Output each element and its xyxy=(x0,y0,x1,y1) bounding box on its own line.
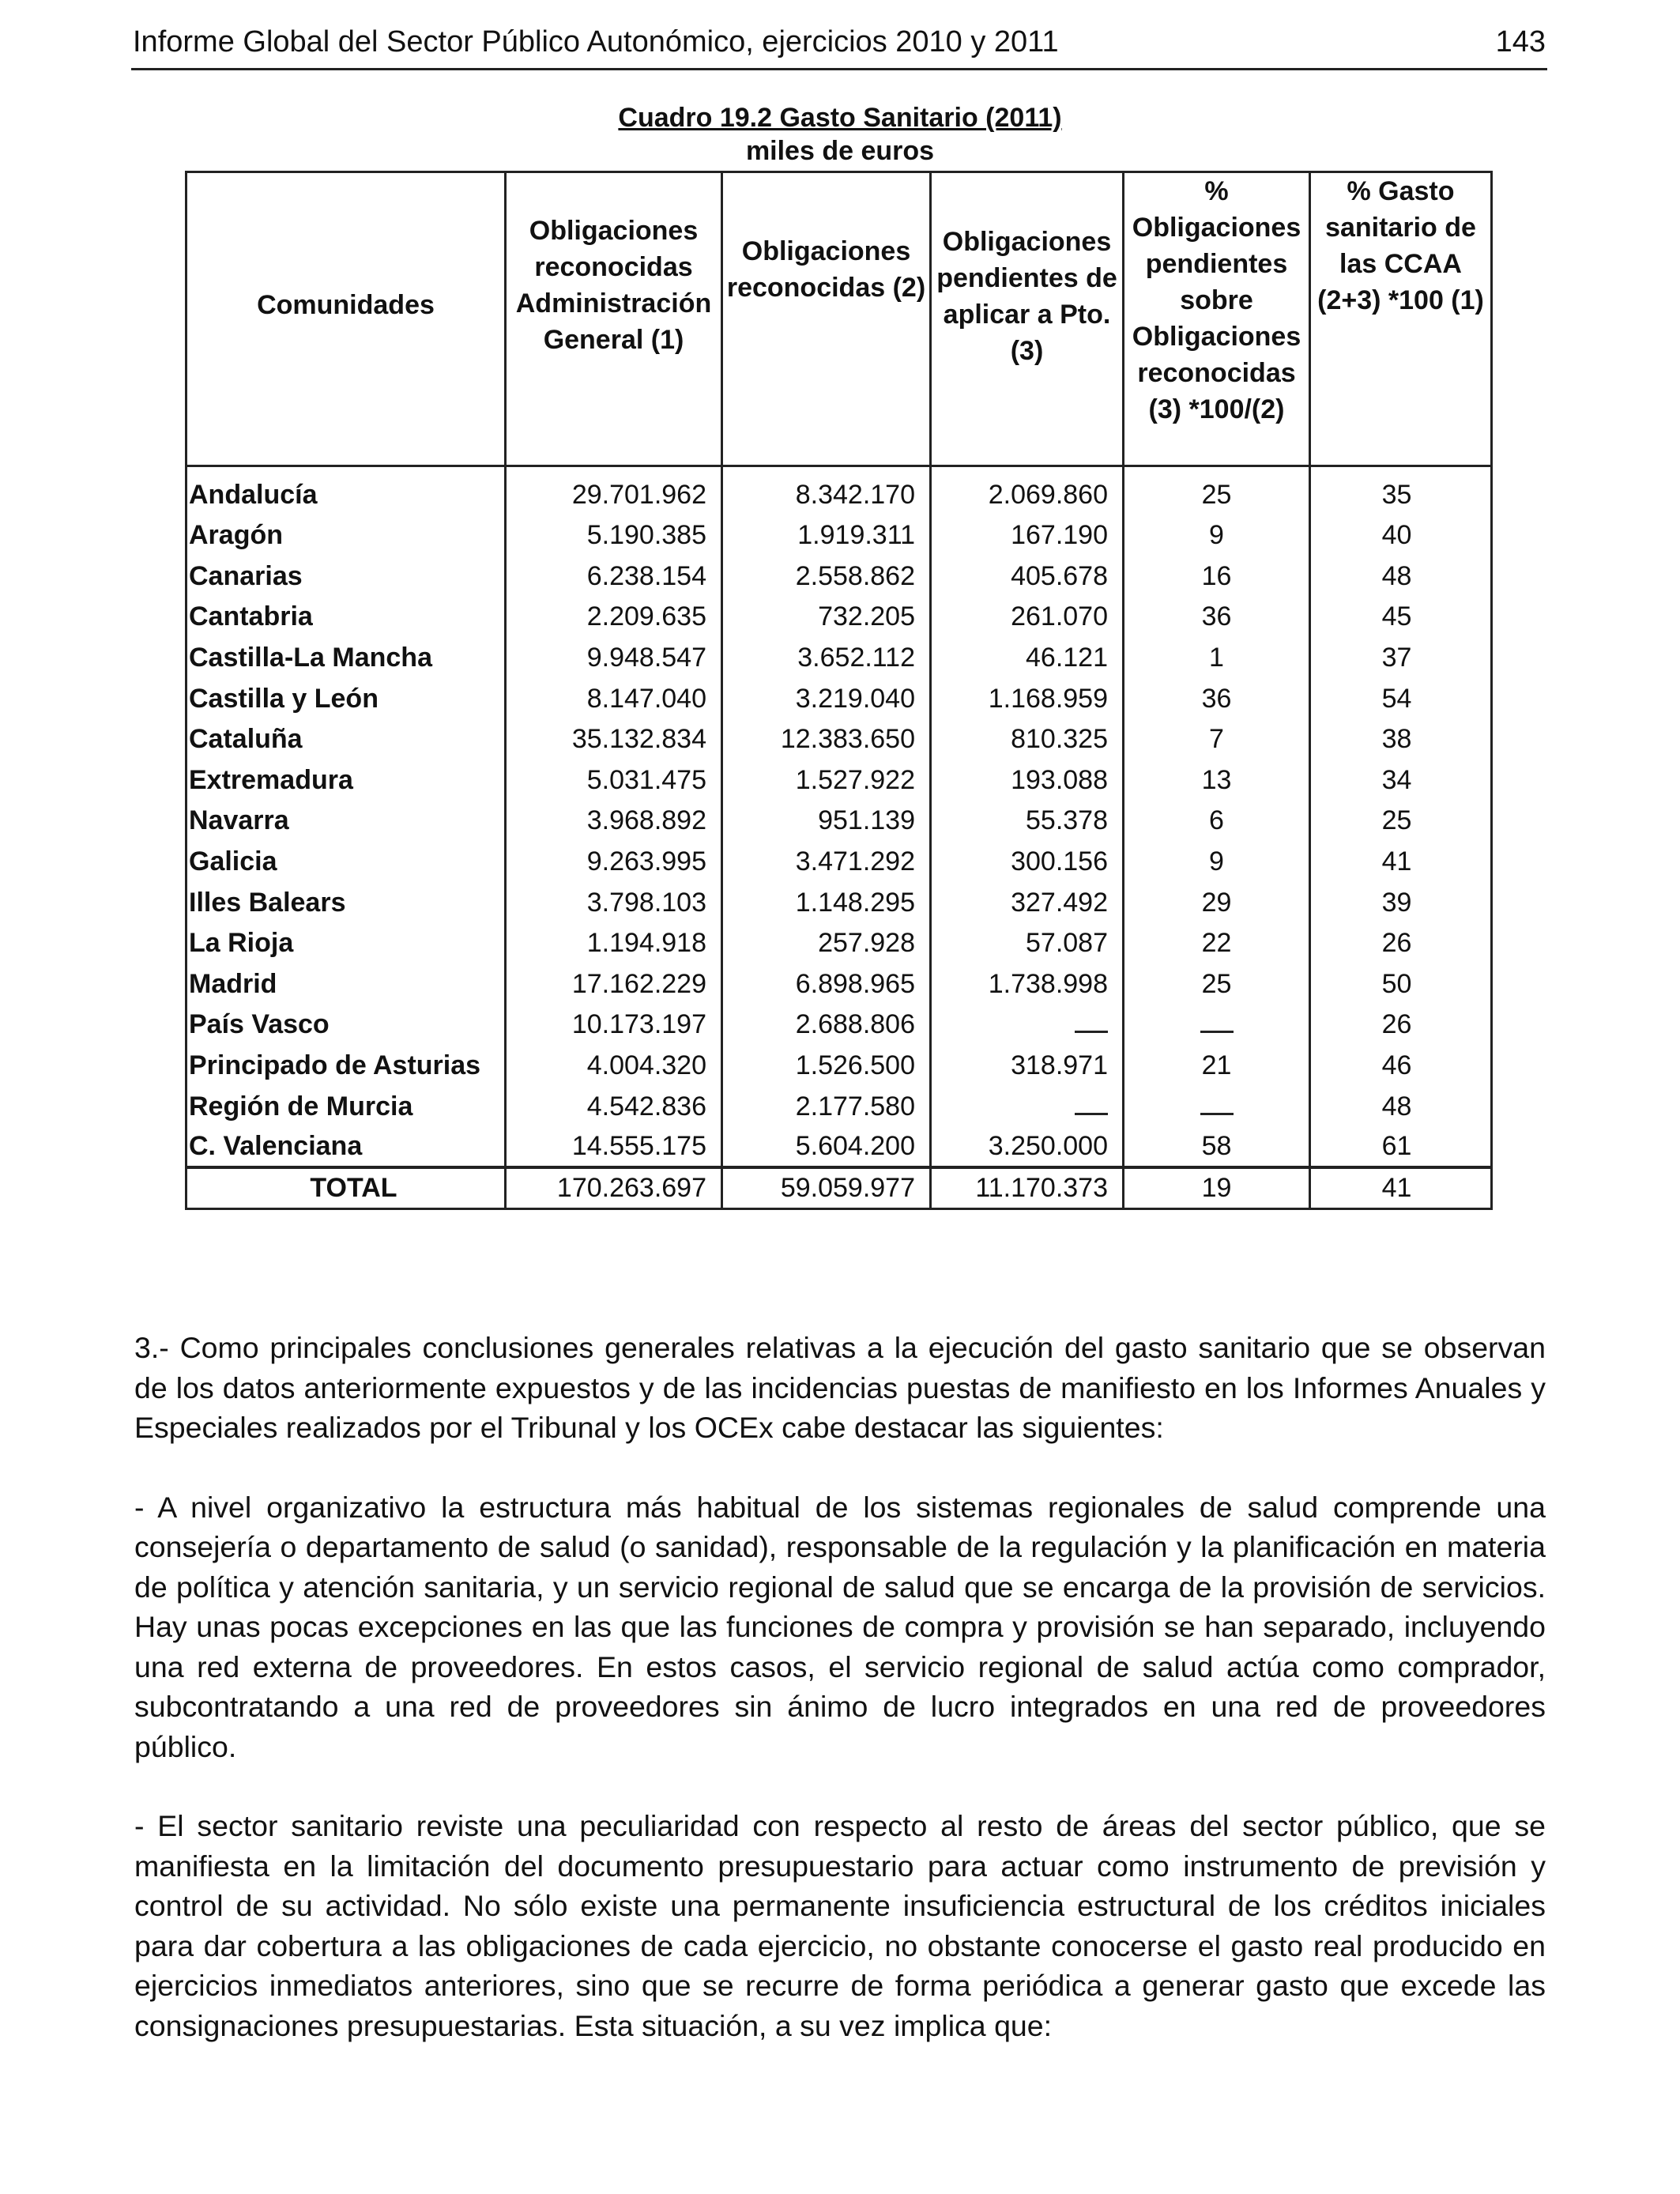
table-cell: 405.678 xyxy=(931,556,1124,597)
table-row xyxy=(186,882,1492,923)
table-cell: Región de Murcia xyxy=(186,1086,506,1127)
table-cell: 9.263.995 xyxy=(506,841,722,882)
table-cell: 17.162.229 xyxy=(506,963,722,1005)
table-caption xyxy=(0,103,1680,134)
table-cell: 1 xyxy=(1124,637,1310,678)
table-cell: Castilla y León xyxy=(186,678,506,719)
table-cell: 2.209.635 xyxy=(506,597,722,638)
table-cell: 46 xyxy=(1310,1045,1492,1086)
page-number: 143 xyxy=(1495,25,1546,58)
table-cell: 9 xyxy=(1124,841,1310,882)
table-cell xyxy=(931,1005,1124,1046)
table-row xyxy=(186,556,1492,597)
table-row xyxy=(186,466,1492,515)
health-spending-table xyxy=(185,171,1493,1210)
table-cell: 951.139 xyxy=(722,801,931,842)
table-row xyxy=(186,678,1492,719)
paragraph: 3.- Como principales conclusiones generales relativas a la ejecución del gasto sanitario que se observan de los datos anteriormente expuestos y de las incidencias puestas de manifiesto en los Informes Anuales y Especiales realizados por el Tribunal y los OCEx cabe destacar las siguientes: xyxy=(134,1331,1546,1444)
table-cell xyxy=(931,1086,1124,1127)
table-cell: 19 xyxy=(1124,1167,1310,1208)
table-row xyxy=(186,760,1492,801)
table-cell: 40 xyxy=(1310,515,1492,556)
table-cell: 2.688.806 xyxy=(722,1005,931,1046)
table-cell xyxy=(1124,1086,1310,1127)
table-cell: 1.194.918 xyxy=(506,922,722,963)
table-cell: 16 xyxy=(1124,556,1310,597)
column-header: Obligaciones reconocidas Administración General (1) xyxy=(506,172,722,466)
table-cell: 810.325 xyxy=(931,718,1124,760)
table-cell: 26 xyxy=(1310,1005,1492,1046)
table-row xyxy=(186,515,1492,556)
table-cell: 55.378 xyxy=(931,801,1124,842)
table-cell: Castilla-La Mancha xyxy=(186,637,506,678)
table-row xyxy=(186,801,1492,842)
empty-dash xyxy=(1200,1013,1234,1033)
table-cell: 2.177.580 xyxy=(722,1086,931,1127)
table-total-row xyxy=(186,1167,1492,1208)
table-cell: TOTAL xyxy=(186,1167,506,1208)
table-cell: 9 xyxy=(1124,515,1310,556)
table-cell: 3.250.000 xyxy=(931,1126,1124,1167)
table-cell: 22 xyxy=(1124,922,1310,963)
table-cell: 5.031.475 xyxy=(506,760,722,801)
table-cell: 3.798.103 xyxy=(506,882,722,923)
table-row xyxy=(186,637,1492,678)
table-cell: 25 xyxy=(1310,801,1492,842)
table-cell: 35.132.834 xyxy=(506,718,722,760)
table-cell: 36 xyxy=(1124,597,1310,638)
table-cell: 170.263.697 xyxy=(506,1167,722,1208)
table-cell: 46.121 xyxy=(931,637,1124,678)
empty-dash xyxy=(1200,1095,1234,1115)
table-cell: 50 xyxy=(1310,963,1492,1005)
table-cell: 3.652.112 xyxy=(722,637,931,678)
table-row xyxy=(186,718,1492,760)
column-header: Obligaciones pendientes de aplicar a Pto. (3) xyxy=(931,172,1124,466)
table-cell: 10.173.197 xyxy=(506,1005,722,1046)
table-cell: 167.190 xyxy=(931,515,1124,556)
table-cell: 261.070 xyxy=(931,597,1124,638)
table-cell: 7 xyxy=(1124,718,1310,760)
table-cell: Illes Balears xyxy=(186,882,506,923)
table-cell: 26 xyxy=(1310,922,1492,963)
table-cell: 38 xyxy=(1310,718,1492,760)
table-cell: 25 xyxy=(1124,963,1310,1005)
table-cell: 41 xyxy=(1310,841,1492,882)
table-cell: 14.555.175 xyxy=(506,1126,722,1167)
table-cell: Galicia xyxy=(186,841,506,882)
table-cell: 4.004.320 xyxy=(506,1045,722,1086)
table-row xyxy=(186,841,1492,882)
table-row xyxy=(186,597,1492,638)
table-cell: 45 xyxy=(1310,597,1492,638)
table-cell: 41 xyxy=(1310,1167,1492,1208)
table-cell: 12.383.650 xyxy=(722,718,931,760)
table-cell: Andalucía xyxy=(186,466,506,515)
table-caption-text: Cuadro 19.2 Gasto Sanitario (2011) xyxy=(618,103,1062,133)
table-cell xyxy=(1124,1005,1310,1046)
table-cell: 1.738.998 xyxy=(931,963,1124,1005)
column-header: Comunidades xyxy=(186,172,506,466)
table-cell: Aragón xyxy=(186,515,506,556)
table-cell: 1.168.959 xyxy=(931,678,1124,719)
table-cell: 1.527.922 xyxy=(722,760,931,801)
table-cell: 35 xyxy=(1310,466,1492,515)
table-row xyxy=(186,1126,1492,1167)
table-cell: 3.219.040 xyxy=(722,678,931,719)
table-cell: 193.088 xyxy=(931,760,1124,801)
table-cell: 25 xyxy=(1124,466,1310,515)
column-header: % Obligaciones pendientes sobre Obligaciones reconocidas (3) *100/(2) xyxy=(1124,172,1310,466)
table-cell: 8.147.040 xyxy=(506,678,722,719)
table-cell: Navarra xyxy=(186,801,506,842)
column-header: % Gasto sanitario de las CCAA (2+3) *100 (1) xyxy=(1310,172,1492,466)
paragraph: - A nivel organizativo la estructura más habitual de los sistemas regionales de salud comprende una consejería o departamento de salud (o sanidad), responsable de la regulación y la planificación en materia de política y atención sanitaria, y un servicio regional de salud que se encarga de la provisión de servicios. Hay unas pocas excepciones en las que las funciones de compra y provisión se han separado, incluyendo una red externa de proveedores. En estos casos, el servicio regional de salud actúa como comprador, subcontratando a una red de proveedores sin ánimo de lucro integrados en una red de proveedores público. xyxy=(134,1490,1546,1763)
table-cell: 54 xyxy=(1310,678,1492,719)
table-cell: 8.342.170 xyxy=(722,466,931,515)
table-cell: La Rioja xyxy=(186,922,506,963)
table-cell: 5.604.200 xyxy=(722,1126,931,1167)
table-cell: 37 xyxy=(1310,637,1492,678)
table-cell: 732.205 xyxy=(722,597,931,638)
table-cell: País Vasco xyxy=(186,1005,506,1046)
table-cell: 2.069.860 xyxy=(931,466,1124,515)
page-header xyxy=(131,22,1547,70)
table-cell: 57.087 xyxy=(931,922,1124,963)
document-title: Informe Global del Sector Público Autonómico, ejercicios 2010 y 2011 xyxy=(133,25,1059,58)
table-cell: 6.898.965 xyxy=(722,963,931,1005)
table-cell: 21 xyxy=(1124,1045,1310,1086)
table-cell: 2.558.862 xyxy=(722,556,931,597)
table-cell: 36 xyxy=(1124,678,1310,719)
table-row xyxy=(186,1005,1492,1046)
table-cell: 3.471.292 xyxy=(722,841,931,882)
table-cell: 59.059.977 xyxy=(722,1167,931,1208)
empty-dash xyxy=(1075,1095,1108,1115)
table-cell: 9.948.547 xyxy=(506,637,722,678)
table-units: miles de euros xyxy=(745,136,935,166)
table-cell: C. Valenciana xyxy=(186,1126,506,1167)
table-cell: Cantabria xyxy=(186,597,506,638)
table-cell: 13 xyxy=(1124,760,1310,801)
table-cell: 5.190.385 xyxy=(506,515,722,556)
empty-dash xyxy=(1075,1013,1108,1033)
table-cell: 318.971 xyxy=(931,1045,1124,1086)
table-cell: 4.542.836 xyxy=(506,1086,722,1127)
table-cell: 34 xyxy=(1310,760,1492,801)
body-text xyxy=(134,1328,1546,2085)
table-cell: Extremadura xyxy=(186,760,506,801)
table-cell: 257.928 xyxy=(722,922,931,963)
table-cell: 1.526.500 xyxy=(722,1045,931,1086)
table-cell: 48 xyxy=(1310,1086,1492,1127)
table-row xyxy=(186,922,1492,963)
table-cell: 327.492 xyxy=(931,882,1124,923)
table-row xyxy=(186,963,1492,1005)
table-cell: 3.968.892 xyxy=(506,801,722,842)
table-cell: 11.170.373 xyxy=(931,1167,1124,1208)
table-cell: Cataluña xyxy=(186,718,506,760)
table-cell: 48 xyxy=(1310,556,1492,597)
table-cell: 6 xyxy=(1124,801,1310,842)
table-cell: 39 xyxy=(1310,882,1492,923)
table-cell: 300.156 xyxy=(931,841,1124,882)
table-cell: Principado de Asturias xyxy=(186,1045,506,1086)
table-row xyxy=(186,1045,1492,1086)
table-cell: 58 xyxy=(1124,1126,1310,1167)
table-cell: Madrid xyxy=(186,963,506,1005)
table-cell: 29.701.962 xyxy=(506,466,722,515)
table-cell: Canarias xyxy=(186,556,506,597)
table-cell: 6.238.154 xyxy=(506,556,722,597)
table-cell: 61 xyxy=(1310,1126,1492,1167)
table-cell: 29 xyxy=(1124,882,1310,923)
table-cell: 1.148.295 xyxy=(722,882,931,923)
column-header: Obligaciones reconocidas (2) xyxy=(722,172,931,466)
table-row xyxy=(186,1086,1492,1127)
paragraph: - El sector sanitario reviste una peculiaridad con respecto al resto de áreas del sector público, que se manifiesta en la limitación del documento presupuestario para actuar como instrumento de previsión y control de su actividad. No sólo existe una permanente insuficiencia estructural de los créditos iniciales para dar cobertura a las obligaciones de cada ejercicio, no obstante conocerse el gasto real producido en ejercicios inmediatos anteriores, sino que se recurre de forma periódica a generar gasto que excede las consignaciones presupuestarias. Esta situación, a su vez implica que: xyxy=(134,1809,1546,2042)
table-header-row xyxy=(186,172,1492,466)
table-cell: 1.919.311 xyxy=(722,515,931,556)
